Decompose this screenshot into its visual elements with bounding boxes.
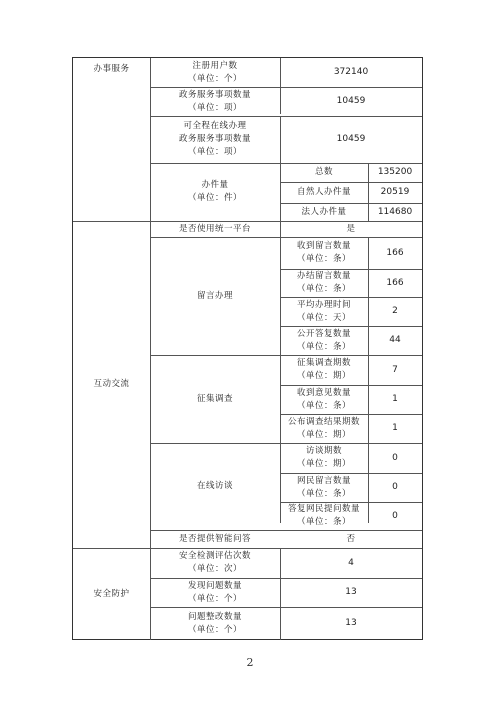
value-cases-natural bbox=[368, 182, 422, 203]
sublabel-messages-concluded bbox=[280, 269, 368, 297]
value-problems bbox=[280, 578, 422, 607]
value: 135200 bbox=[377, 167, 413, 177]
sublabel-messages-received bbox=[280, 237, 368, 269]
value-interview-issues bbox=[368, 443, 422, 473]
label-line: 政务服务事项数量 bbox=[178, 134, 251, 144]
value: 166 bbox=[386, 277, 404, 288]
unit-line: （单位：条） bbox=[296, 341, 351, 352]
value: 4 bbox=[348, 557, 354, 568]
label-line: 政务服务事项数量 bbox=[178, 89, 251, 100]
sublabel-interview-questions bbox=[280, 473, 368, 502]
value-interview-questions bbox=[368, 473, 422, 502]
label: 在线访谈 bbox=[196, 481, 233, 491]
row-label-cases bbox=[150, 163, 280, 221]
value: 1 bbox=[392, 423, 398, 433]
value: 是 bbox=[346, 223, 356, 234]
row-label-service-items bbox=[150, 87, 280, 116]
value: 166 bbox=[386, 247, 404, 258]
page-number: 2 bbox=[246, 656, 254, 669]
sublabel-messages-avg-time bbox=[280, 297, 368, 326]
unit-line: （单位：条） bbox=[296, 488, 351, 499]
value-cases-total bbox=[368, 163, 422, 182]
unit-line: （单位：天） bbox=[296, 312, 351, 323]
sublabel-cases-legal bbox=[280, 203, 368, 221]
row-label-problems bbox=[150, 578, 280, 607]
label-line: 注册用户数 bbox=[192, 60, 238, 71]
value-smart-qa bbox=[280, 530, 422, 548]
unit-line: （单位：项） bbox=[187, 147, 242, 157]
unit-line: （单位：个） bbox=[187, 593, 242, 604]
label-line: 公布调查结果期数 bbox=[287, 416, 360, 427]
section-label: 安全防护 bbox=[93, 588, 130, 599]
value: 13 bbox=[345, 587, 357, 597]
sublabel-survey-opinions bbox=[280, 385, 368, 414]
value-online-items bbox=[280, 116, 422, 163]
section-label: 互动交流 bbox=[93, 379, 130, 389]
row-label-smart-qa bbox=[150, 530, 280, 548]
row-label-unified-platform bbox=[150, 221, 280, 237]
unit-line: （单位：个） bbox=[187, 624, 242, 635]
label: 总数 bbox=[314, 167, 333, 177]
row-label-evaluations bbox=[150, 548, 280, 578]
label-line: 办结留言数量 bbox=[296, 271, 351, 281]
sublabel-interview-answers bbox=[280, 502, 368, 530]
label: 是否使用统一平台 bbox=[178, 223, 251, 234]
value-messages-public-replies bbox=[368, 326, 422, 355]
unit-line: （单位：项） bbox=[187, 102, 242, 113]
row-label-online-items bbox=[150, 116, 280, 163]
value-registered-users bbox=[280, 58, 422, 87]
value-survey-results bbox=[368, 414, 422, 443]
value-messages-concluded bbox=[368, 269, 422, 297]
value-evaluations bbox=[280, 548, 422, 578]
value: 44 bbox=[389, 335, 401, 345]
unit-line: （单位：个） bbox=[187, 73, 242, 84]
unit-line: （单位：期） bbox=[296, 459, 351, 469]
sublabel-survey-results bbox=[280, 414, 368, 443]
section-label-anquan bbox=[73, 548, 150, 640]
label-line: 安全检测评估次数 bbox=[178, 551, 251, 561]
value: 10459 bbox=[336, 96, 366, 106]
value: 1 bbox=[392, 394, 398, 404]
unit-line: （单位：条） bbox=[296, 254, 351, 264]
label: 法人办件量 bbox=[301, 206, 347, 217]
unit-line: （单位：条） bbox=[296, 284, 351, 294]
unit-line: （单位：期） bbox=[296, 429, 351, 440]
label-line: 公开答复数量 bbox=[296, 328, 351, 339]
value: 114680 bbox=[377, 206, 413, 217]
group-label-survey bbox=[150, 355, 280, 443]
section-label-hudong bbox=[73, 221, 150, 548]
row-label-registered-users bbox=[150, 58, 280, 87]
label-line: 征集调查期数 bbox=[296, 358, 351, 368]
group-label-messages bbox=[150, 237, 280, 355]
value: 7 bbox=[392, 364, 398, 375]
label: 留言办理 bbox=[196, 290, 233, 301]
sublabel-interview-issues bbox=[280, 443, 368, 473]
value-unified-platform bbox=[280, 221, 422, 237]
statistics-table bbox=[72, 57, 423, 640]
sublabel-cases-total bbox=[280, 163, 368, 182]
value: 0 bbox=[392, 482, 398, 492]
label-line: 平均办理时间 bbox=[296, 299, 351, 310]
row-label-fixed bbox=[150, 607, 280, 640]
label-line: 答复网民提问数量 bbox=[287, 504, 360, 514]
value-survey-issues bbox=[368, 355, 422, 385]
sublabel-survey-issues bbox=[280, 355, 368, 385]
value-messages-avg-time bbox=[368, 297, 422, 326]
value: 2 bbox=[392, 306, 398, 316]
label: 是否提供智能问答 bbox=[178, 533, 251, 544]
value: 0 bbox=[392, 510, 398, 521]
value-fixed bbox=[280, 607, 422, 640]
value-messages-received bbox=[368, 237, 422, 269]
group-label-interview bbox=[150, 443, 280, 530]
label-line: 收到意见数量 bbox=[296, 387, 351, 398]
label: 征集调查 bbox=[196, 393, 233, 404]
sublabel-messages-public-replies bbox=[280, 326, 368, 355]
value-interview-answers bbox=[368, 502, 422, 530]
value-survey-opinions bbox=[368, 385, 422, 414]
section-label-banshi bbox=[73, 58, 150, 80]
sublabel-cases-natural bbox=[280, 182, 368, 203]
label-line: 发现问题数量 bbox=[187, 580, 242, 591]
value: 0 bbox=[392, 452, 398, 463]
label: 自然人办件量 bbox=[296, 187, 351, 197]
value: 10459 bbox=[336, 134, 366, 144]
label-line: 网民留言数量 bbox=[296, 475, 351, 486]
unit-line: （单位：件） bbox=[187, 193, 242, 203]
value: 372140 bbox=[333, 67, 369, 77]
label-line: 可全程在线办理 bbox=[183, 121, 247, 131]
value: 20519 bbox=[380, 187, 410, 197]
value: 否 bbox=[346, 533, 356, 544]
label-line: 访谈期数 bbox=[305, 446, 342, 456]
unit-line: （单位：期） bbox=[296, 371, 351, 381]
unit-line: （单位：次） bbox=[187, 564, 242, 574]
section-label: 办事服务 bbox=[93, 63, 130, 74]
label-line: 收到留言数量 bbox=[296, 241, 351, 251]
label-line: 办件量 bbox=[201, 180, 229, 190]
value: 13 bbox=[345, 618, 357, 628]
unit-line: （单位：条） bbox=[296, 400, 351, 411]
value-cases-legal bbox=[368, 203, 422, 221]
unit-line: （单位：条） bbox=[296, 517, 351, 527]
label-line: 问题整改数量 bbox=[187, 611, 242, 622]
value-service-items bbox=[280, 87, 422, 116]
